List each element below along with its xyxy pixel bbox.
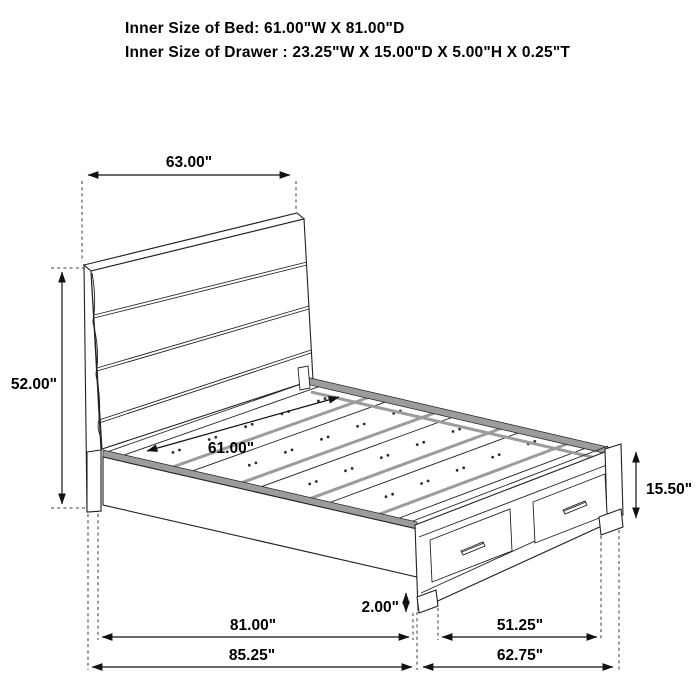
screw-hole-dot bbox=[244, 425, 247, 428]
screw-hole-dot bbox=[248, 464, 251, 467]
dimension-drawer-section-width bbox=[442, 617, 597, 637]
screw-hole-dot bbox=[416, 443, 419, 446]
dimension-headboard-height bbox=[11, 272, 62, 504]
dimension-headboard-width bbox=[88, 154, 290, 175]
dimension-leg-height bbox=[361, 593, 406, 616]
screw-hole-dot bbox=[214, 436, 217, 439]
screw-hole-dot bbox=[452, 430, 455, 433]
dimension-footboard-width bbox=[423, 647, 613, 667]
headboard-width-label: 63.00" bbox=[165, 154, 213, 171]
dimension-footboard-height bbox=[636, 452, 692, 518]
screw-hole-dot bbox=[391, 493, 394, 496]
screw-hole-dot bbox=[327, 436, 330, 439]
far-rail-bracket bbox=[298, 366, 310, 390]
dimension-overall-depth bbox=[92, 647, 412, 667]
header-text bbox=[125, 20, 570, 61]
screw-hole-dot bbox=[351, 467, 354, 470]
screw-hole-dot bbox=[178, 449, 181, 452]
inner-depth-label: 81.00" bbox=[229, 617, 277, 634]
headboard-height-label: 52.00" bbox=[10, 376, 57, 393]
screw-hole-dot bbox=[387, 454, 390, 457]
screw-hole-dot bbox=[363, 423, 366, 426]
drawer-section-width-label: 51.25" bbox=[496, 617, 544, 634]
leg-height-label: 2.00" bbox=[361, 599, 399, 616]
screw-hole-dot bbox=[291, 449, 294, 452]
inner-bed-size-text: Inner Size of Bed: 61.00"W X 81.00"D bbox=[125, 20, 405, 37]
footboard-width-label: 62.75" bbox=[496, 647, 544, 664]
screw-hole-dot bbox=[320, 438, 323, 441]
screw-hole-dot bbox=[462, 466, 465, 469]
screw-hole-dot bbox=[344, 469, 347, 472]
headboard-leg bbox=[87, 450, 101, 512]
inner-drawer-size-text: Inner Size of Drawer : 23.25"W X 15.00"D X 5.00"H X 0.25"T bbox=[125, 44, 571, 61]
screw-hole-dot bbox=[324, 397, 327, 400]
footboard-height-label: 15.50" bbox=[646, 481, 693, 498]
screw-hole-dot bbox=[456, 469, 459, 472]
screw-hole-dot bbox=[380, 456, 383, 459]
screw-hole-dot bbox=[284, 451, 287, 454]
screw-hole-dot bbox=[251, 423, 254, 426]
screw-hole-dot bbox=[422, 441, 425, 444]
screw-hole-dot bbox=[420, 482, 423, 485]
footboard-corner-post bbox=[605, 444, 623, 520]
dimension-inner-depth bbox=[102, 617, 409, 637]
screw-hole-dot bbox=[385, 495, 388, 498]
screw-hole-dot bbox=[315, 480, 318, 483]
inner-width-label: 61.00" bbox=[207, 440, 255, 457]
screw-hole-dot bbox=[491, 456, 494, 459]
screw-hole-dot bbox=[427, 480, 430, 483]
screw-hole-dot bbox=[308, 483, 311, 486]
screw-hole-dot bbox=[498, 453, 501, 456]
screw-hole-dot bbox=[255, 462, 258, 465]
screw-hole-dot bbox=[356, 425, 359, 428]
overall-depth-label: 85.25" bbox=[228, 647, 276, 664]
screw-hole-dot bbox=[172, 451, 175, 454]
